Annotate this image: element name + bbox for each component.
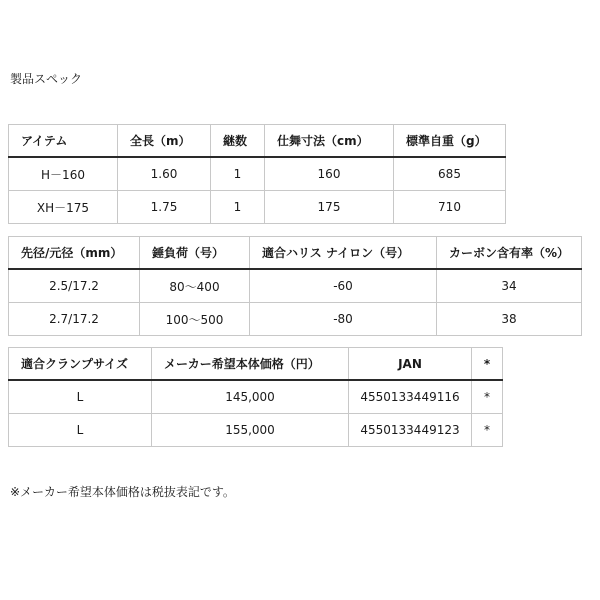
header-weight: 標準自重（g） [394,125,506,158]
cell-length: 1.60 [118,157,211,191]
cell-leader-nylon: -80 [250,303,437,336]
header-closed-length: 仕舞寸法（cm） [265,125,394,158]
cell-weight: 685 [394,157,506,191]
cell-closed-length: 175 [265,191,394,224]
cell-asterisk: * [472,380,503,414]
cell-sinker-load: 100〜500 [140,303,250,336]
cell-clamp-size: L [9,380,152,414]
table-row [9,414,503,447]
cell-length: 1.75 [118,191,211,224]
cell-asterisk: * [472,414,503,447]
header-tip-butt-diameter: 先径/元径（mm） [9,237,140,270]
cell-item: XH－175 [9,191,118,224]
cell-item: H－160 [9,157,118,191]
header-jan: JAN [349,348,472,381]
cell-leader-nylon: -60 [250,269,437,303]
spec-table-1 [8,124,506,224]
header-asterisk: * [472,348,503,381]
table-header-row [9,237,582,270]
cell-jan: 4550133449116 [349,380,472,414]
header-price: メーカー希望本体価格（円） [152,348,349,381]
cell-weight: 710 [394,191,506,224]
cell-carbon-content: 38 [437,303,582,336]
cell-sections: 1 [211,191,265,224]
cell-tip-butt-diameter: 2.5/17.2 [9,269,140,303]
cell-carbon-content: 34 [437,269,582,303]
table-row [9,191,506,224]
header-leader-nylon: 適合ハリス ナイロン（号） [250,237,437,270]
header-sections: 継数 [211,125,265,158]
spec-table-3 [8,347,503,447]
cell-tip-butt-diameter: 2.7/17.2 [9,303,140,336]
header-length: 全長（m） [118,125,211,158]
header-carbon-content: カーボン含有率（%） [437,237,582,270]
tax-note: ※メーカー希望本体価格は税抜表記です。 [10,485,235,499]
header-sinker-load: 錘負荷（号） [140,237,250,270]
cell-sections: 1 [211,157,265,191]
spec-table-2 [8,236,582,336]
table-row [9,380,503,414]
cell-jan: 4550133449123 [349,414,472,447]
cell-clamp-size: L [9,414,152,447]
cell-price: 155,000 [152,414,349,447]
header-clamp-size: 適合クランプサイズ [9,348,152,381]
table-row [9,269,582,303]
cell-sinker-load: 80〜400 [140,269,250,303]
page-title: 製品スペック [10,72,83,86]
table-row [9,303,582,336]
table-header-row [9,348,503,381]
table-row [9,157,506,191]
cell-price: 145,000 [152,380,349,414]
table-header-row [9,125,506,158]
cell-closed-length: 160 [265,157,394,191]
header-item: アイテム [9,125,118,158]
